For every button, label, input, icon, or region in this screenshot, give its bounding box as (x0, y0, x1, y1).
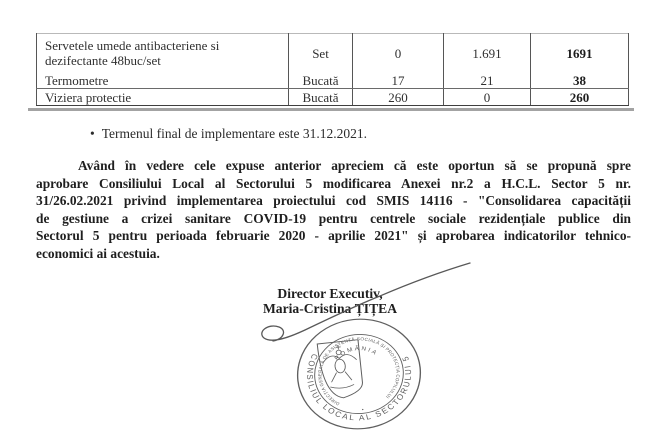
paragraph-line: economici ai acestuia. (36, 245, 160, 261)
handwritten-signature (230, 240, 490, 360)
qty-cell: 21 (444, 72, 531, 89)
stamp-inner-ring-text: DIRECȚIA GENERALĂ DE ASISTENȚĂ SOCIALĂ ȘI PROTECȚIA COPILULUI (317, 336, 401, 407)
total-cell: 260 (531, 89, 629, 106)
table-bottom-rule (28, 108, 634, 111)
table-row (37, 72, 629, 89)
supplies-table (36, 33, 629, 106)
total-cell: 1691 (531, 34, 629, 73)
total-cell: 38 (531, 72, 629, 89)
unit-cell: Set (289, 34, 353, 73)
unit-cell: Bucată (289, 72, 353, 89)
item-cell: Termometre (37, 72, 289, 89)
deadline-bullet (90, 126, 367, 142)
deadline-text: Termenul final de implementare este 31.12.2021. (101, 126, 367, 141)
signature-stroke-path (262, 263, 470, 341)
table-row (37, 34, 629, 73)
item-cell: Viziera protectie (37, 89, 289, 106)
unit-cell: Bucată (289, 89, 353, 106)
qty-cell: 17 (353, 72, 444, 89)
signer-title: Director Executiv, (277, 286, 383, 301)
bullet-icon: • (90, 126, 95, 141)
qty-cell: 260 (353, 89, 444, 106)
paragraph-line: Sectorul 5 pentru perioada februarie 2020 - aprilie 2021" și aprobarea indicatorilor tehnico- (36, 228, 631, 244)
qty-cell: 0 (353, 34, 444, 73)
stamp-country-text: ROMÂNIA (334, 346, 379, 362)
stamp-separator-dot: • (361, 408, 364, 414)
item-cell: Servetele umede antibacteriene si dezifectante 48buc/set (37, 34, 289, 73)
paragraph-line: aprobare Consiliului Local al Sectorului 5 modificarea Anexei nr.2 a H.C.L. Sector 5 nr. (36, 175, 631, 191)
qty-cell: 1.691 (444, 34, 531, 73)
stamp-outer-ring-text: CONSILIUL LOCAL AL SECTORULUI 5 (304, 352, 414, 423)
paragraph-line: 31/26.02.2021 privind implementarea proiectului cod SMIS 14116 - "Consolidarea capacității (36, 193, 631, 209)
table-row (37, 89, 629, 106)
qty-cell: 0 (444, 89, 531, 106)
signer-name: Maria-Cristina ȚIȚEA (262, 301, 398, 316)
paragraph-line: Având în vedere cele expuse anterior apreciem că este oportun să se propună spre (78, 158, 631, 173)
paragraph-line: de gestiune a crizei sanitare COVID-19 pentru centrele sociale rezidențiale publice din (36, 210, 631, 226)
